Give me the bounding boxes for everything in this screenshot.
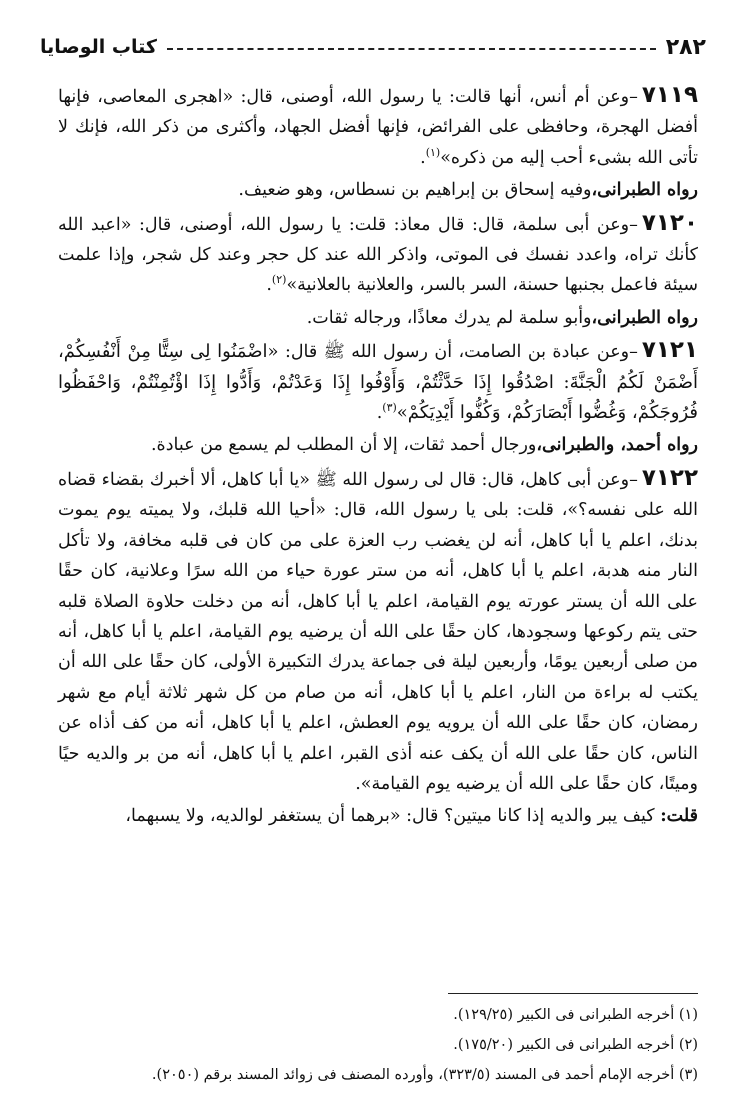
narration-grading: وفيه إسحاق بن إبراهيم بن نسطاس، وهو ضعيف. xyxy=(238,180,592,201)
question-text: كيف يبر والديه إذا كانا ميتين؟ قال: «برهما أن يستغفر لوالديه، ولا يسبهما، xyxy=(125,806,655,827)
narrator-source: رواه أحمد، والطبرانى، xyxy=(536,435,698,456)
footnote-ref: (١) xyxy=(425,145,441,159)
footnote-2: (٢) أخرجه الطبرانى فى الكبير (١٧٥/٢٠). xyxy=(453,1037,698,1053)
hadith-number: ٧١٢٢ xyxy=(641,464,698,491)
hadith-text: –وعن أم أنس، أنها قالت: يا رسول الله، أوصنى، قال: «اهجرى المعاصى، فإنها أفضل الهجرة، وحافظى على الفرائض، فإنها أفضل الجهاد، وأكثرى من ذكر الله، فإنك لا تأتى الله بشىء أحب إليه من ذكره» xyxy=(58,87,698,168)
narrator-source: رواه الطبرانى، xyxy=(591,180,698,201)
hadith-text: –وعن أبى سلمة، قال: قال معاذ: قلت: يا رسول الله، أوصنى، قال: «اعبد الله كأنك تراه، واعدد نفسك فى الموتى، واذكر الله عند كل حجر وعند كل شجر، وإذا علمت سيئة فاعمل بجنبها حسنة، السر بالسر، والعلانية بالعلانية» xyxy=(58,214,698,296)
narrator-source: رواه الطبرانى، xyxy=(591,307,698,328)
hadith-7119: ٧١١٩–وعن أم أنس، أنها قالت: يا رسول الله، أوصنى، قال: «اهجرى المعاصى، فإنها أفضل الهجرة، وحافظى على الفرائض، فإنها أفضل الجهاد، وأكثرى من ذكر الله، فإنك لا تأتى الله بشىء أحب إليه من ذكره»$^{(١)}$. xyxy=(58,82,698,168)
footnote-ref: (٢) xyxy=(271,273,287,287)
hadith-intro: –وعن عبادة بن الصامت، أن رسول الله ﷺ قال: xyxy=(278,342,638,363)
hadith-quote: «اضْمَنُوا لِى سِتًّا مِنْ أَنْفُسِكُمْ، أَضْمَنْ لَكُمُ الْجَنَّةَ: اصْدُقُوا إِذَا حَدَّثْتُمْ، وَأَوْفُوا إِذَا وَعَدْتُمْ، وَأَدُّوا إِذَا اؤْتُمِنْتُمْ، وَاحْفَظُوا فُرُوجَكُمْ، وَغُضُّوا أَبْصَارَكُمْ، وَكُفُّوا أَيْدِيَكُمْ» xyxy=(58,341,698,424)
hadith-7121: ٧١٢١–وعن عبادة بن الصامت، أن رسول الله ﷺ قال: «اضْمَنُوا لِى سِتًّا مِنْ أَنْفُسِكُمْ، أَضْمَنْ لَكُمُ الْجَنَّةَ: اصْدُقُوا إِذَا حَدَّثْتُمْ، وَأَوْفُوا إِذَا وَعَدْتُمْ، وَأَدُّوا إِذَا اؤْتُمِنْتُمْ، وَاحْفَظُوا فُرُوجَكُمْ، وَغُضُّوا أَبْصَارَكُمْ، وَكُفُّوا أَيْدِيَكُمْ»$^{(٣)}$. xyxy=(58,337,698,424)
hadith-number: ٧١١٩ xyxy=(641,82,698,108)
question-7122 xyxy=(58,801,698,831)
hadith-text: –وعن أبى كاهل، قال: قال لى رسول الله ﷺ «يا أبا كاهل، ألا أخبرك بقضاء قضاه الله على نفسه؟»، قلت: بلى يا رسول الله، قال: «أحيا الله قلبك، ولا يميته يوم يموت بدنك، اعلم يا أبا كاهل، أنه لن يغضب رب العزة على من كان فى قلبه مخافة، ولا تأكل النار منه هدبة، اعلم يا أبا كاهل، أنه من ستر عورة حياء من الله سرًا وعلانية، كان حقًا على الله أن يستر عورته يوم القيامة، اعلم يا أبا كاهل، أنه من دخلت حلاوة الصلاة قلبه حتى يتم ركوعها وسجودها، كان حقًا على الله أن يرضيه يوم القيامة، اعلم يا أبا كاهل، أنه من صلى أربعين يومًا، وأربعين ليلة فى جماعة يدرك التكبيرة الأولى، كان حقًا على الله أن يكتب له براءة من النار، اعلم يا أبا كاهل، أنه من صام من كل شهر ثلاثة أيام مع شهر رمضان، كان حقًا على الله أن يرويه يوم العطش، اعلم يا أبا كاهل، أنه من كف أذاه عن الناس، كان حقًا على الله أن يكف عنه أذى القبر، اعلم يا أبا كاهل، أنه من بر والديه حيًا وميتًا، كان حقًا على الله أن يرضيه يوم القيامة». xyxy=(58,469,698,794)
header-dashed-rule xyxy=(167,48,656,50)
narration-grading: ورجال أحمد ثقات، إلا أن المطلب لم يسمع من عبادة. xyxy=(150,435,537,456)
footnote-3: (٣) أخرجه الإمام أحمد فى المسند (٣٢٣/٥)، وأورده المصنف فى زوائد المسند برقم (٢٠٥٠). xyxy=(151,1067,698,1083)
hadith-7120: ٧١٢٠–وعن أبى سلمة، قال: قال معاذ: قلت: يا رسول الله، أوصنى، قال: «اعبد الله كأنك تراه، واعدد نفسك فى الموتى، واذكر الله عند كل حجر وعند كل شجر، وإذا علمت سيئة فاعمل بجنبها حسنة، السر بالسر، والعلانية بالعلانية»$^{(٢)}$. xyxy=(58,209,698,296)
narration-grading: وأبو سلمة لم يدرك معاذًا، ورجاله ثقات. xyxy=(306,307,592,328)
footnote-1: (١) أخرجه الطبرانى فى الكبير (١٢٩/٢٥). xyxy=(453,1007,698,1023)
footnotes xyxy=(58,1000,698,1090)
hadith-7122 xyxy=(58,463,698,799)
page-header xyxy=(40,30,706,64)
footnote-separator xyxy=(448,993,698,994)
hadith-number: ٧١٢١ xyxy=(641,337,698,364)
narration-7121 xyxy=(58,430,698,460)
narration-7119 xyxy=(58,175,698,205)
question-lead: قلت: xyxy=(660,806,698,827)
narration-7120 xyxy=(58,303,698,333)
page-number: ٢٨٢ xyxy=(665,34,706,60)
footnote-ref: (٣) xyxy=(382,401,397,415)
hadith-number: ٧١٢٠ xyxy=(641,209,698,236)
page-body xyxy=(58,80,698,832)
book-title: كتاب الوصايا xyxy=(40,36,157,58)
